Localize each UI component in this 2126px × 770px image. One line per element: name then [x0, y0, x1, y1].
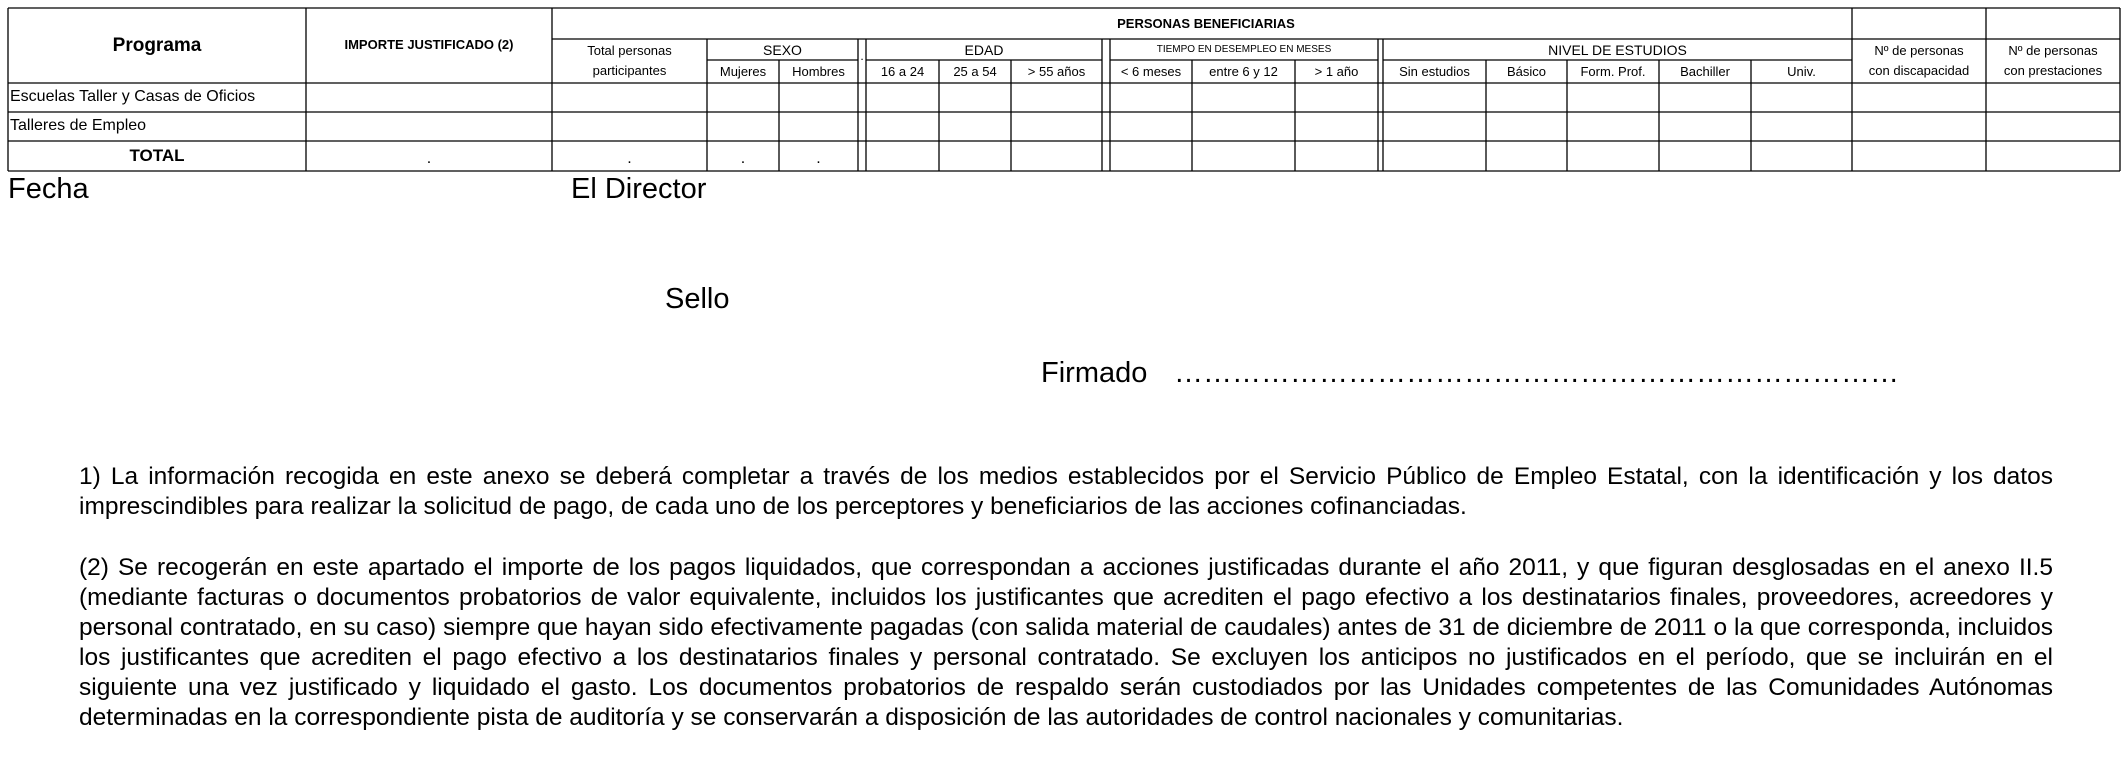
- nivel-estudios-header: NIVEL DE ESTUDIOS: [1548, 41, 1687, 58]
- edad-col-55: > 55 años: [1027, 63, 1086, 79]
- sello-label: Sello: [665, 283, 730, 315]
- firmado-label: Firmado: [1041, 357, 1148, 389]
- discapacidad-line2: con discapacidad: [1868, 62, 1970, 78]
- total-mujeres-dot: .: [740, 149, 746, 167]
- nivel-col-sin: Sin estudios: [1399, 63, 1470, 79]
- nivel-col-formprof: Form. Prof.: [1580, 63, 1646, 79]
- prestaciones-header: [1986, 39, 2120, 83]
- row-label-total: TOTAL: [129, 146, 185, 166]
- signature-dotted-line: …………………………………………………………………: [1174, 357, 1899, 389]
- fecha-label: Fecha: [8, 173, 89, 205]
- row-label-talleres-empleo: Talleres de Empleo: [10, 117, 147, 135]
- edad-col-25-54: 25 a 54: [953, 63, 997, 79]
- director-label: El Director: [571, 173, 707, 205]
- total-hombres-dot: .: [816, 149, 821, 167]
- sexo-col-mujeres: Mujeres: [719, 63, 767, 79]
- sexo-separator-dot: .: [860, 49, 864, 64]
- nivel-col-univ: Univ.: [1787, 63, 1816, 79]
- footnote-2: (2) Se recogerán en este apartado el importe de los pagos liquidados, que correspondan a acciones justificadas durante el año 2011, y que figuran desglosadas en el anexo II.5 (mediante facturas o documentos probatorios de valor equivalente, incluidos los justificantes que acrediten el pago efectivo a los destinatarios finales, proveedores, acreedores y personal contratado, en su caso) siempre que hayan sido efectivamente pagadas (con salida material de caudales) antes de 31 de diciembre de 2011 o la que corresponda, incluidos los justificantes que acrediten el pago efectivo a los destinatarios finales y personal contratado. Se excluyen los anticipos no justificados en el período, que se incluirán en el siguiente una vez justificado y liquidado el gasto. Los documentos probatorios de respaldo serán custodiados por las Unidades competentes de las Comunidades Autónomas determinadas en la correspondiente pista de auditoría y se conservarán a disposición de las autoridades de control nacionales y comunitarias.: [79, 554, 2053, 731]
- footnote-1: 1) La información recogida en este anexo se deberá completar a través de los medios establecidos por el Servicio Público de Empleo Estatal, con la identificación y los datos imprescindibles para realizar la solicitud de pago, de cada uno de los perceptores y beneficiarios de las acciones cofinanciadas.: [79, 463, 2053, 520]
- tiempo-col-1: > 1 año: [1314, 63, 1359, 79]
- prestaciones-line2: con prestaciones: [2003, 62, 2103, 78]
- nivel-col-basico: Básico: [1506, 63, 1547, 79]
- edad-col-16-24: 16 a 24: [880, 63, 925, 79]
- total-importe-dot: .: [426, 149, 432, 167]
- beneficiaries-table: [8, 8, 2120, 171]
- discapacidad-header: [1852, 39, 1986, 83]
- discapacidad-line1: Nº de personas: [1874, 42, 1964, 58]
- tiempo-desempleo-header: TIEMPO EN DESEMPLEO EN MESES: [1156, 44, 1332, 56]
- sexo-col-hombres: Hombres: [792, 63, 845, 79]
- total-personas-dot: .: [627, 149, 632, 167]
- row-label-escuelas-taller: Escuelas Taller y Casas de Oficios: [10, 88, 256, 106]
- personas-beneficiarias-header: PERSONAS BENEFICIARIAS: [1117, 15, 1295, 31]
- tiempo-col-6-12: entre 6 y 12: [1209, 63, 1278, 79]
- total-personas-line1: Total personas: [587, 42, 672, 58]
- importe-header: IMPORTE JUSTIFICADO (2): [344, 37, 514, 53]
- total-personas-header: [552, 39, 707, 83]
- nivel-col-bachiller: Bachiller: [1680, 63, 1730, 79]
- sexo-header: SEXO: [763, 41, 802, 58]
- prestaciones-line1: Nº de personas: [2008, 42, 2098, 58]
- programa-header: Programa: [112, 34, 202, 56]
- tiempo-col-6: < 6 meses: [1120, 63, 1182, 79]
- edad-header: EDAD: [964, 41, 1004, 58]
- total-personas-line2: participantes: [592, 62, 667, 78]
